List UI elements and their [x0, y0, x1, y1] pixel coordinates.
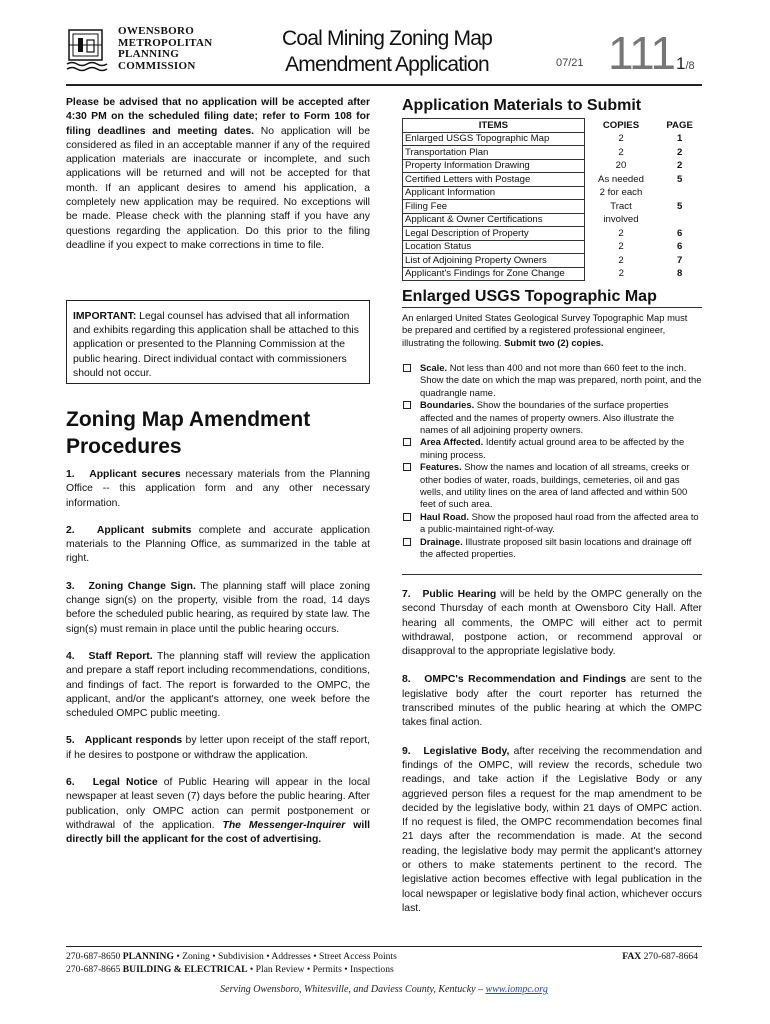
usgs-section-title: Enlarged USGS Topographic Map — [402, 288, 657, 305]
checkbox-icon — [403, 401, 411, 409]
ompc-logo — [66, 27, 112, 73]
fax-contact: FAX 270-687-8664 — [622, 951, 698, 962]
table-row: List of Adjoining Property Owners 2 7 — [403, 254, 702, 268]
planning-contact: 270-687-8650 PLANNING • Zoning • Subdivision • Addresses • Street Access Points — [66, 951, 397, 962]
list-item: Area Affected. Identify actual ground area to be affected by the mining process. — [402, 436, 702, 461]
notice-text: No application will be considered as filed in an acceptable manner if any of the required application materials are inaccurate or incomplete, and such applications will be returned and will not be accepted for that month. If an applicant desires to amend his application, a completely new application may be required. No exceptions will be made. Please check with the planning staff if you have any questions regarding the application. Do this prior to the filing deadline if you expect to make corrections in time to file. — [66, 125, 370, 251]
notice-bold-text: Please be advised that no application will be accepted after 4:30 PM on the scheduled filing date; refer to Form 108 for filing deadlines and meeting dates. — [66, 97, 370, 137]
materials-title: Application Materials to Submit — [402, 97, 642, 114]
procedures-title: Zoning Map Amendment Procedures — [66, 408, 311, 458]
document-title: Coal Mining Zoning Map Amendment Application — [281, 27, 493, 76]
filing-notice — [66, 96, 370, 253]
list-item: Scale. Not less than 400 and not more than 660 feet to the inch. Show the date on which the map was prepared, north point, and the quadrangle name. — [402, 362, 702, 399]
building-contact: 270-687-8665 BUILDING & ELECTRICAL • Plan Review • Permits • Inspections — [66, 963, 394, 975]
table-row: Property Information Drawing 20 2 — [403, 159, 702, 173]
website-link[interactable]: www.iompc.org — [485, 984, 548, 995]
table-row: Legal Description of Property 2 6 — [403, 227, 702, 241]
procedure-step-4: 4. Staff Report. The planning staff will review the application and prepare a staff report including recommendations, conditions, and findings of fact. The report is forwarded to the OMPC, the applicant, and/or the applicant's attorney, one week before the scheduled OMPC public meeting. — [66, 650, 370, 720]
checkbox-icon — [403, 538, 411, 546]
table-row: Applicant & Owner Certifications involved — [403, 213, 702, 227]
procedure-step-1: 1. Applicant secures necessary materials from the Planning Office -- this application form and any other necessary information. — [66, 469, 371, 509]
list-item: Features. Show the names and location of all streams, creeks or other bodies of water, roads, buildings, cemeteries, oil and gas wells, and utility lines on the area of land affected and within 500 feet of such area. — [402, 461, 702, 511]
table-row: Transportation Plan 2 2 — [403, 146, 702, 160]
column-header-page: PAGE — [666, 119, 693, 131]
materials-table — [402, 118, 702, 281]
checkbox-icon — [403, 513, 411, 521]
footer-tagline: Serving Owensboro, Whitesville, and Daviess County, Kentucky – www.iompc.org — [220, 984, 548, 995]
procedure-step-8: 8. OMPC's Recommendation and Findings are sent to the legislative body after the court reporter has returned the transcribed minutes of the public hearing at which the OMPC takes final action. — [402, 674, 702, 729]
usgs-divider — [402, 307, 702, 308]
checkbox-icon — [403, 463, 411, 471]
usgs-bottom-divider — [402, 574, 702, 575]
procedure-step-7: 7. Public Hearing will be held by the OMPC generally on the second Thursday of each month at Owensboro City Hall. After hearing all comments, the OMPC will either act to permit withdrawal, postpone action, or recommend approval or disapproval to the appropriate legislative body. — [402, 589, 703, 658]
important-label: IMPORTANT: — [73, 311, 137, 322]
table-row: Filing Fee Tract 5 — [403, 200, 702, 214]
column-header-items: ITEMS — [403, 119, 585, 133]
table-row: Applicant's Findings for Zone Change 2 8 — [403, 267, 702, 281]
list-item: Haul Road. Show the proposed haul road from the affected area to a public-maintained right-of-way. — [402, 511, 702, 536]
usgs-intro: An enlarged United States Geological Survey Topographic Map must be prepared and certified by a registered professional engineer, illustrating the following. Submit two (2) copies. — [402, 312, 688, 348]
footer-contacts — [66, 951, 702, 976]
important-text: Legal counsel has advised that all information and exhibits regarding this application shall be attached to this application or presented to the Planning Commission at the public hearing. Direct individual contact with commissioners should not occur. — [73, 311, 359, 379]
procedure-steps-right — [402, 588, 702, 916]
list-item: Drainage. Illustrate proposed silt basin locations and drainage off the affected properties. — [402, 536, 702, 561]
table-row: Location Status 2 6 — [403, 240, 702, 254]
important-notice-box — [66, 300, 370, 384]
checkbox-icon — [403, 438, 411, 446]
organization-name: OWENSBORO METROPOLITAN PLANNING COMMISSION — [118, 25, 213, 72]
table-row: Enlarged USGS Topographic Map 2 1 — [403, 132, 702, 146]
checkbox-icon — [403, 364, 411, 372]
procedure-step-6: 6. Legal Notice of Public Hearing will appear in the local newspaper at least seven (7) days before the public hearing. After publication, only OMPC action can permit postponement or withdrawal of the application. The Messenger-Inquirer will directly bill the applicant for the cost of advertising. — [66, 777, 371, 846]
footer-divider — [66, 946, 702, 947]
revision-date: 07/21 — [556, 57, 584, 69]
list-item: Boundaries. Show the boundaries of the surface properties affected and the names of property owners. Also illustrate the names of all adjoining property owners. — [402, 399, 702, 436]
procedure-step-2: 2. Applicant submits complete and accurate application materials to the Planning Office, as summarized in the table at right. — [66, 524, 371, 565]
table-row: Applicant Information 2 for each — [403, 186, 702, 200]
procedure-step-9: 9. Legislative Body, after receiving the recommendation and findings of the OMPC, will review the records, schedule two readings, and take action if the Legislative Body or any aggrieved person files a request for the map amendment to be decided by the legislative body, within 21 days of OMPC action. If no request is filed, the OMPC recommendation becomes final 21 days after the recommendation is made. At the second reading, the legislative body may permit the applicant's attorney or others to make statements pertinent to the record. The legislative action becomes effective with legal publication in the local newspaper or legislative body final action, whichever occurs last. — [402, 745, 702, 914]
table-row: Certified Letters with Postage As needed 5 — [403, 173, 702, 187]
column-header-copies: COPIES — [602, 119, 640, 131]
materials-header-row — [403, 119, 702, 133]
page-indicator: 1/8 — [676, 54, 695, 73]
header-divider — [66, 84, 702, 86]
usgs-checklist — [402, 362, 702, 561]
procedure-steps-left — [66, 468, 370, 848]
procedure-step-5: 5. Applicant responds by letter upon receipt of the staff report, if he desires to postpone or withdraw the application. — [66, 735, 370, 761]
procedure-step-3: 3. Zoning Change Sign. The planning staff will place zoning change sign(s) on the property, visible from the road, 14 days before the scheduled public hearing, as required by state law. The sign(s) must remain in place until the public hearing occurs. — [66, 580, 370, 635]
form-number: 111 — [608, 27, 675, 79]
